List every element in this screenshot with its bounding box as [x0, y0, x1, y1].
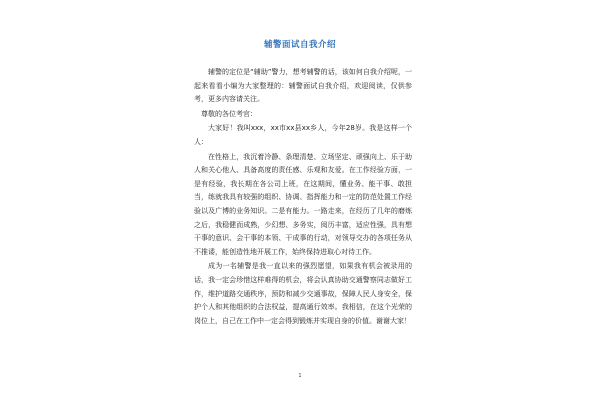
- greeting-line: 尊敬的各位考官：: [201, 109, 257, 118]
- personality-paragraph: 在性格上，我沉着冷静、条理清楚、立场坚定、顽强向上、乐于助人和关心他人、具备高度的责任感、乐观和友爱。在工作经验方面，一是有经验，我长期在各公司上班，在这期间，懂业务、能干事、敢担当，练就我具有较强的组织、协调、指挥能力和一定的防范处置工作经验以及广博的业务知识。二是有能力。一路走来，在经历了几年的磨炼之后，我稳健而成熟，少幻想、多务实，阅历丰富，适应性强，具有想干事的意识、会干事的本领、干成事的行动，对领导交办的各项任务从不推诿，能创造性地开展工作，始终保持进取心对待工作。: [194, 152, 412, 256]
- page-number: 1: [298, 373, 302, 379]
- page-title: 辅警面试自我介绍: [263, 40, 336, 50]
- aspiration-paragraph: 成为一名辅警是我一直以来的强烈愿望，如果我有机会被录用的话，我一定会珍惜这样难得的机会，将会认真协助交通警察同志做好工作，维护道路交通秩序，预防和减少交通事故，保障人民人身安全，保护个人和其他组织的合法权益，提高通行效率。我相信，在这个光荣的岗位上，自己在工作中一定会得到锻炼并实现自身的价值。谢谢大家！: [194, 262, 412, 325]
- intro-paragraph: 辅警的定位是“辅助”警力，想考辅警的话，该如何自我介绍呢，一起来看看小编为大家整理的：辅警面试自我介绍，欢迎阅读，仅供参考，更多内容请关注。: [194, 68, 412, 104]
- self-intro-paragraph: 大家好！我叫xxx，xx市xx县xx乡人，今年28岁。我是这样一个人：: [194, 124, 412, 146]
- document-body: [194, 66, 412, 328]
